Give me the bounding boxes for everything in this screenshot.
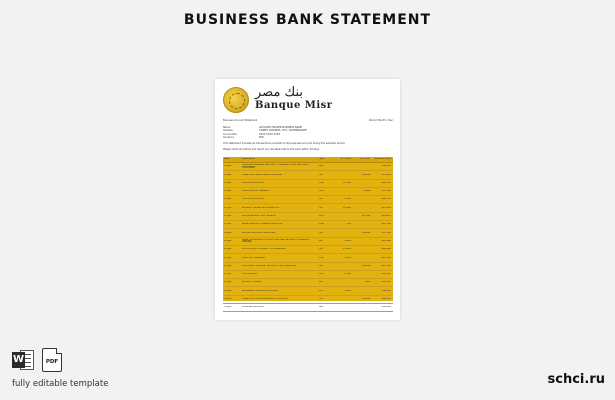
table-row <box>223 254 393 262</box>
table-row <box>223 163 393 171</box>
cell-date: 27-Jan <box>224 273 232 276</box>
pdf-icon <box>42 348 62 372</box>
cell-balance: 162,500 <box>381 181 391 184</box>
cell-date: 07-Jan <box>224 190 232 193</box>
cell-date: 25-Jan <box>224 256 232 259</box>
cell-description: BANK SERVICE CHARGES MONTHLY <box>242 223 283 226</box>
cell-balance: 175,000 <box>381 173 391 176</box>
header-date: Date <box>224 158 230 161</box>
cell-balance: 168,420 <box>381 298 391 300</box>
cell-date: 19-Jan <box>224 231 232 234</box>
table-row <box>223 171 393 179</box>
cell-debit: 45,000 <box>342 206 351 209</box>
cell-description: INVOICE PAYMENT RECEIVED <box>242 231 276 234</box>
cell-description: SUPPLIER PAYMENT <box>242 181 265 184</box>
cell-balance: 141,850 <box>381 215 391 218</box>
cell-type: DEP <box>319 190 324 193</box>
cell-credit: 420 <box>365 281 370 284</box>
table-row <box>223 188 393 196</box>
cell-balance: 156,420 <box>381 289 391 292</box>
cell-type: DD <box>319 289 323 292</box>
account-info <box>223 126 393 140</box>
cell-type: TRF <box>319 231 324 234</box>
cell-type: ATM <box>319 256 324 259</box>
cell-type: TAX <box>319 273 324 276</box>
format-icons <box>12 348 62 372</box>
cell-description: TRANSFER FROM SUBSIDIARY ACCOUNT <box>242 298 288 300</box>
info-key: Address: <box>223 129 234 133</box>
cell-description: TRANSFER FROM CLIENT ACCOUNT <box>242 173 283 176</box>
cell-date: 31-Jan <box>224 306 232 309</box>
cell-balance: 165,300 <box>381 264 391 267</box>
cell-type: POS <box>319 215 324 218</box>
table-row <box>223 196 393 204</box>
brand-watermark: schci.ru <box>547 372 605 387</box>
cell-type: TRF <box>319 206 324 209</box>
statement-heading: Business Account Statement <box>223 119 258 122</box>
cell-balance: 123,150 <box>381 206 391 209</box>
cell-balance: 170,500 <box>381 190 391 193</box>
info-value: ACCOUNT HOLDER BUSINESS NAME <box>259 126 303 129</box>
cell-debit: 2,350 <box>344 198 351 201</box>
cell-type: TRF <box>319 173 324 176</box>
cell-debit: 5,000 <box>344 256 351 259</box>
table-row <box>223 229 393 237</box>
cell-type: TRF <box>319 248 324 251</box>
table-row <box>223 287 393 295</box>
cell-date: 21-Jan <box>224 239 232 242</box>
cell-credit: 32,000 <box>361 231 370 234</box>
cell-date: 23-Jan <box>224 248 232 251</box>
cell-description: OPENING BALANCE BROUGHT FORWARD FROM PREVIOUS STATEMENT <box>242 163 309 169</box>
table-row <box>223 213 393 221</box>
cell-credit: 21,400 <box>361 264 370 267</box>
cell-type: DD <box>319 198 323 201</box>
pdf-icon-label: PDF <box>45 359 59 365</box>
cell-description: OFFICE RENT PAYMENT TO LANDLORD <box>242 248 286 251</box>
table-row <box>223 204 393 212</box>
table-row <box>223 180 393 188</box>
table-row <box>223 279 393 287</box>
table-row <box>223 263 393 271</box>
cell-date: 03-Jan <box>224 173 232 176</box>
info-value: STREET ADDRESS, CITY, GOVERNORATE <box>259 129 307 133</box>
cell-description: CUSTOMER PAYMENT RECEIVED VIA TRANSFER <box>242 264 296 267</box>
statement-header <box>223 119 393 122</box>
cell-date: 10-Jan <box>224 198 232 201</box>
statement-period: Period: Month / Year <box>369 119 393 122</box>
bank-logo <box>223 85 393 115</box>
header-type: Type <box>319 158 325 161</box>
table-row <box>223 238 393 246</box>
cell-description: LOAN INSTALLMENT DEDUCTION AND INTEREST CHARGES APPLIED <box>242 238 309 244</box>
header-credit: Cr. (EGP) <box>359 158 370 161</box>
statement-note: This statement includes all transactions recorded on the business account during the selected period. <box>223 142 346 145</box>
word-icon <box>12 348 34 372</box>
cell-credit: 18,700 <box>361 215 370 218</box>
template-caption: fully editable template <box>12 379 109 389</box>
bank-seal-icon <box>223 87 249 113</box>
cell-type: BAL <box>319 165 324 168</box>
cell-type: LN <box>319 239 322 242</box>
cell-type: INT <box>319 281 323 284</box>
cell-debit: 9,800 <box>344 239 351 242</box>
logo-latin-name: Banque Misr <box>255 100 333 111</box>
cell-balance: 159,100 <box>381 273 391 276</box>
table-row <box>223 304 393 312</box>
cell-description: UTILITIES PAYMENT <box>242 198 265 201</box>
cell-date: 29-Jan <box>224 289 232 292</box>
table-row <box>223 221 393 229</box>
info-key: Name: <box>223 126 231 129</box>
info-value: XXXX XXXX XXXX <box>259 132 281 136</box>
cell-type: BAL <box>319 306 324 309</box>
table-body <box>223 163 393 312</box>
cell-date: 17-Jan <box>224 223 232 226</box>
cell-balance: 148,900 <box>381 248 391 251</box>
cell-description: INTEREST CREDIT <box>242 281 263 284</box>
statement-note-2: Please verify all entries and report any discrepancies to the bank within 30 days. <box>223 148 320 151</box>
cell-type: CHG <box>319 223 325 226</box>
cell-balance: 143,900 <box>381 256 391 259</box>
cell-type: TRF <box>319 264 324 267</box>
header-debit: Dr. (EGP) <box>340 158 351 161</box>
cell-debit: 3,100 <box>344 289 351 292</box>
cell-debit: 12,500 <box>342 181 351 184</box>
logo-arabic-name: بنك مصر <box>255 85 304 100</box>
info-key: Account No: <box>223 132 238 136</box>
cell-date: 05-Jan <box>224 181 232 184</box>
cell-description: CASH WITHDRAWAL <box>242 256 265 259</box>
cell-balance: 159,520 <box>381 281 391 284</box>
cell-date: 12-Jan <box>224 206 232 209</box>
info-value: EGP <box>259 136 264 140</box>
cell-debit: 6,200 <box>344 273 351 276</box>
cell-balance: 168,150 <box>381 198 391 201</box>
cell-type: CHQ <box>319 181 325 184</box>
cell-balance: 141,700 <box>381 223 391 226</box>
header-description: Description <box>242 158 256 161</box>
cell-description: POS MERCHANT SETTLEMENT <box>242 215 277 218</box>
table-row <box>223 271 393 279</box>
transactions-table <box>223 157 393 309</box>
cell-debit: 150 <box>346 223 351 226</box>
cell-description: PAYROLL TRANSFER EMPLOYEES <box>242 206 279 209</box>
cell-description: CASH DEPOSIT BRANCH <box>242 190 270 193</box>
table-row <box>223 296 393 304</box>
cell-balance: 163,900 <box>381 239 391 242</box>
cell-date: 28-Jan <box>224 281 232 284</box>
cell-balance: 173,700 <box>381 231 391 234</box>
cell-credit: 12,000 <box>361 298 370 300</box>
cell-credit: 8,000 <box>363 190 370 193</box>
table-row <box>223 246 393 254</box>
word-icon-letter: W <box>12 352 25 368</box>
cell-date: 30-Jan <box>224 298 232 300</box>
cell-date: 15-Jan <box>224 215 232 218</box>
cell-balance: 168,420 <box>381 306 391 309</box>
cell-date: 01-Jan <box>224 165 232 168</box>
cell-type: TRF <box>319 298 324 300</box>
info-key: Currency: <box>223 136 235 140</box>
cell-description: INSURANCE PREMIUM PAYMENT <box>242 289 279 292</box>
cell-description: CLOSING BALANCE <box>242 306 264 309</box>
page-title: BUSINESS BANK STATEMENT <box>183 12 432 28</box>
statement-document <box>215 79 400 320</box>
cell-credit: 25,000 <box>361 173 370 176</box>
cell-balance: 150,000 <box>381 165 391 168</box>
cell-description: TAX PAYMENT <box>242 273 258 276</box>
header-balance: Balance (EGP) <box>374 158 391 161</box>
cell-debit: 15,000 <box>342 248 351 251</box>
cell-date: 26-Jan <box>224 264 232 267</box>
